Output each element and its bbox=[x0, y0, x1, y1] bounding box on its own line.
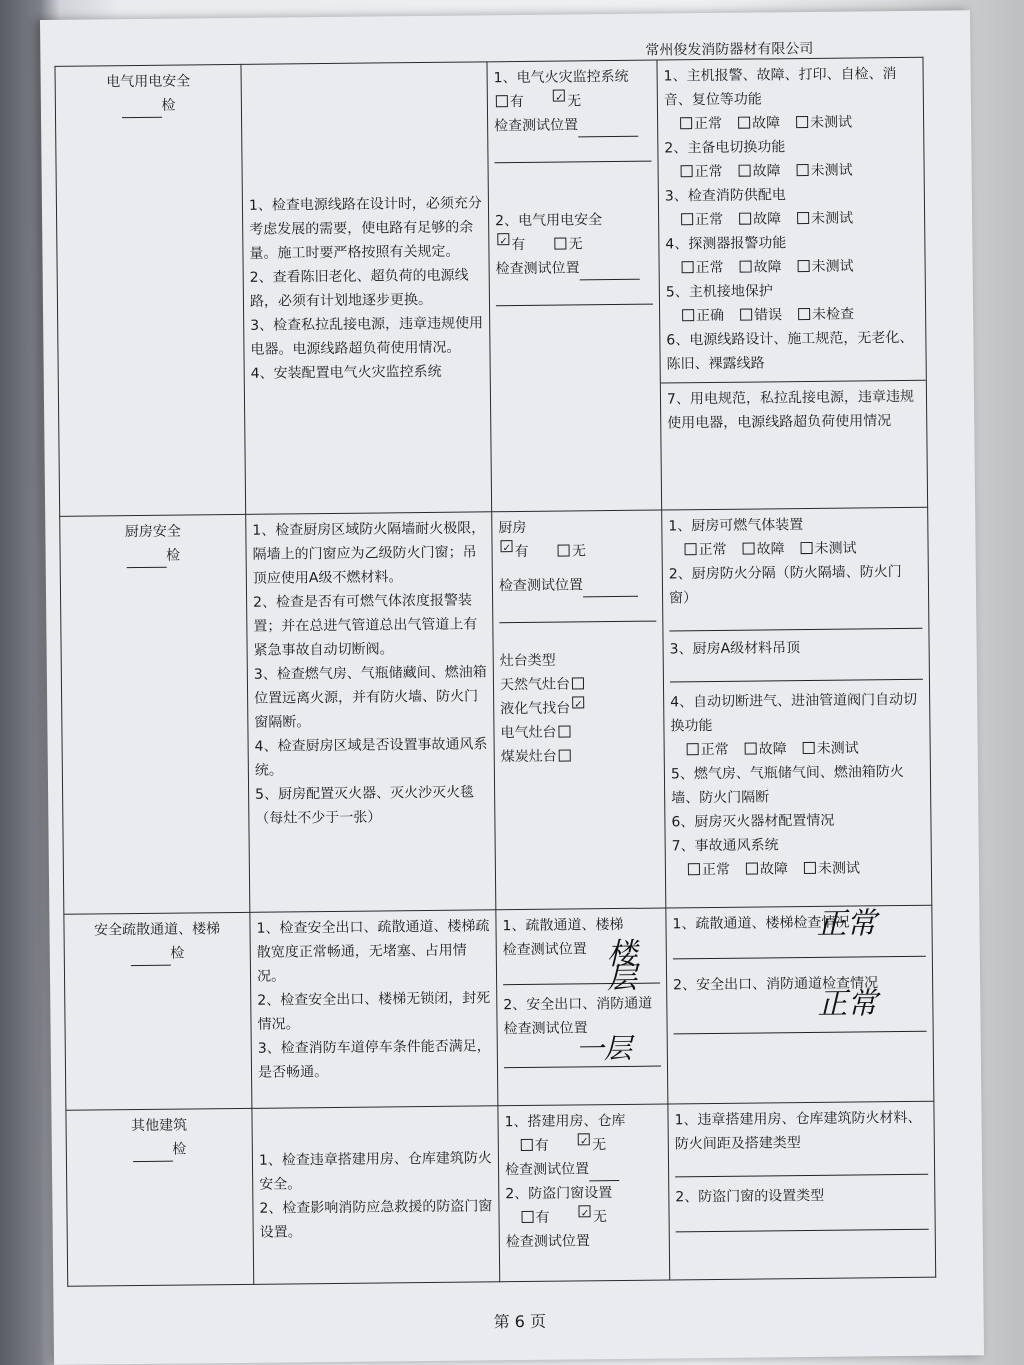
option-label: 正常 bbox=[701, 861, 731, 879]
option-label: 有 bbox=[514, 543, 529, 561]
category-cell bbox=[66, 1108, 254, 1286]
stove-type: 煤炭灶台 bbox=[500, 748, 557, 766]
fill-line[interactable] bbox=[494, 143, 651, 164]
results-cell bbox=[662, 507, 932, 908]
checkbox[interactable] bbox=[685, 543, 697, 555]
option-label: 未检查 bbox=[812, 306, 855, 323]
requirement-item: 4、安装配置电气火灾监控系统 bbox=[250, 363, 442, 382]
location-label: 检查测试位置 bbox=[494, 117, 579, 135]
inspection-table bbox=[54, 57, 936, 1287]
option-label: 无 bbox=[567, 93, 582, 110]
category-label: 安全疏散通道、楼梯 bbox=[93, 921, 221, 939]
checkbox[interactable] bbox=[496, 95, 508, 107]
location-label: 检查测试位置 bbox=[495, 260, 580, 278]
category-cell bbox=[55, 64, 246, 516]
option-label: 故障 bbox=[752, 115, 781, 132]
handwritten-location: 一层 bbox=[575, 1031, 632, 1066]
option-label: 未测试 bbox=[811, 258, 854, 275]
requirement-item: 1、检查电源线路在设计时，必须充分考虑发展的需要，使电路有足够的余量。施工时要严格按照有关规定。 bbox=[248, 194, 482, 262]
option-label: 未测试 bbox=[810, 114, 853, 131]
checkbox[interactable] bbox=[745, 743, 757, 755]
checkbox[interactable] bbox=[739, 213, 751, 225]
check-label: 检 bbox=[161, 97, 176, 114]
requirement-item: 2、检查是否有可燃气体浓度报警装置；并在总进气管道总出气管道上有紧急事故自动切断阀。 bbox=[253, 592, 478, 659]
option-label: 未测试 bbox=[810, 162, 853, 179]
checkbox[interactable] bbox=[555, 237, 567, 249]
option-label: 正常 bbox=[698, 541, 727, 559]
requirement-item: 1、检查厨房区域防火隔墙耐火极限，隔墙上的门窗应为乙级防火门窗；吊顶应使用A级不燃材料。 bbox=[252, 520, 486, 587]
result-item: 2、主备电切换功能 bbox=[664, 139, 786, 157]
checkbox[interactable] bbox=[500, 540, 512, 552]
location-label: 检查测试位置 bbox=[498, 577, 584, 595]
location-label: 检查测试位置 bbox=[505, 1233, 590, 1251]
category-label: 电气用电安全 bbox=[106, 73, 191, 91]
checkbox[interactable] bbox=[682, 309, 694, 321]
result-item: 1、主机报警、故障、打印、自检、消音、复位等功能 bbox=[663, 66, 897, 109]
fill-line[interactable] bbox=[673, 938, 926, 960]
checkbox[interactable] bbox=[798, 308, 810, 320]
checkbox[interactable] bbox=[681, 213, 693, 225]
option-label: 无 bbox=[592, 1209, 608, 1226]
option-label: 错误 bbox=[754, 307, 783, 324]
inspector-blank[interactable] bbox=[126, 553, 166, 568]
option-label: 正确 bbox=[696, 307, 725, 325]
stove-type: 天然气灶台 bbox=[499, 676, 571, 694]
handwritten-result: 正常 bbox=[816, 906, 877, 942]
checkbox[interactable] bbox=[740, 261, 752, 273]
divider bbox=[661, 380, 926, 384]
result-item: 4、探测器报警功能 bbox=[665, 235, 787, 253]
checkbox[interactable] bbox=[743, 543, 755, 555]
requirement-item: 2、检查影响消防应急救援的防盗门窗设置。 bbox=[259, 1197, 493, 1241]
checkbox[interactable] bbox=[798, 260, 810, 272]
checkbox[interactable] bbox=[803, 742, 815, 754]
test-item-title: 1、搭建用房、仓库 bbox=[504, 1112, 626, 1131]
page-number: 第 6 页 bbox=[493, 1311, 547, 1332]
requirement-item: 4、检查厨房区域是否设置事故通风系统。 bbox=[254, 736, 488, 779]
fill-line[interactable] bbox=[669, 610, 922, 632]
checkbox[interactable] bbox=[746, 863, 758, 875]
option-label: 无 bbox=[568, 236, 583, 253]
inspector-blank[interactable] bbox=[130, 951, 170, 966]
checkbox[interactable] bbox=[688, 863, 700, 875]
location-label: 检查测试位置 bbox=[504, 1161, 590, 1179]
stove-type: 电气灶台 bbox=[500, 724, 557, 742]
checkbox[interactable] bbox=[579, 1205, 591, 1217]
check-label: 检 bbox=[170, 945, 185, 962]
result-item: 6、电源线路设计、施工规范，无老化、陈旧、裸露线路 bbox=[666, 329, 914, 373]
result-item: 2、安全出口、消防通道检查情况 bbox=[673, 975, 879, 994]
test-item-title: 1、疏散通道、楼梯 bbox=[502, 916, 624, 935]
inspector-blank[interactable] bbox=[132, 1147, 172, 1162]
option-label: 正常 bbox=[695, 259, 724, 277]
option-label: 有 bbox=[511, 236, 526, 254]
category-label: 其他建筑 bbox=[131, 1117, 188, 1135]
checkbox[interactable] bbox=[572, 677, 584, 689]
test-cell bbox=[487, 60, 662, 512]
option-label: 故障 bbox=[756, 541, 785, 558]
location-input[interactable] bbox=[580, 265, 640, 281]
category-cell bbox=[64, 912, 252, 1110]
results-cell bbox=[668, 1101, 936, 1280]
fill-line[interactable] bbox=[496, 286, 653, 307]
requirement-item: 2、检查安全出口、楼梯无锁闭，封死情况。 bbox=[257, 990, 491, 1033]
test-item-title: 厨房 bbox=[498, 519, 527, 537]
result-item: 1、疏散通道、楼梯检查情况 bbox=[672, 914, 850, 933]
requirement-item: 5、厨房配置灭火器、灭火沙灭火毯（每灶不少于一张） bbox=[255, 784, 475, 827]
test-cell bbox=[496, 908, 668, 1106]
fill-line[interactable] bbox=[499, 603, 656, 624]
checkbox[interactable] bbox=[497, 233, 509, 245]
fill-line[interactable] bbox=[675, 1156, 928, 1178]
section-kitchen bbox=[60, 507, 932, 914]
result-item: 2、防盗门窗的设置类型 bbox=[675, 1187, 825, 1206]
test-item-title: 2、电气用电安全 bbox=[495, 212, 603, 230]
fill-line[interactable] bbox=[670, 661, 923, 683]
checkbox[interactable] bbox=[740, 309, 752, 321]
option-label: 故障 bbox=[753, 259, 782, 276]
checkbox[interactable] bbox=[804, 862, 816, 874]
test-cell bbox=[498, 1104, 670, 1282]
results-cell bbox=[666, 905, 934, 1104]
test-item-title: 1、电气火灾监控系统 bbox=[493, 68, 629, 87]
section-electrical bbox=[55, 57, 928, 516]
checkbox[interactable] bbox=[680, 117, 692, 129]
requirements-cell bbox=[241, 62, 492, 515]
form-page bbox=[40, 10, 984, 1365]
checkbox[interactable] bbox=[682, 261, 694, 273]
checkbox[interactable] bbox=[738, 117, 750, 129]
check-label: 检 bbox=[166, 547, 181, 564]
result-item: 5、主机接地保护 bbox=[665, 283, 773, 301]
result-item: 6、厨房灭火器材配置情况 bbox=[671, 812, 835, 831]
option-label: 未测试 bbox=[817, 860, 861, 877]
result-item: 7、用电规范，私拉乱接电源，违章违规使用电器，电源线路超负荷使用情况 bbox=[666, 388, 914, 432]
stove-type: 液化气找台 bbox=[500, 700, 571, 718]
section-evacuation bbox=[64, 905, 934, 1110]
option-label: 故障 bbox=[759, 861, 789, 878]
checkbox[interactable] bbox=[578, 1133, 590, 1145]
checkbox[interactable] bbox=[521, 1211, 533, 1223]
result-item: 5、燃气房、气瓶储气间、燃油箱防火墙、防火门隔断 bbox=[670, 763, 904, 807]
checkbox[interactable] bbox=[558, 725, 570, 737]
result-item: 3、厨房A级材料吊顶 bbox=[669, 640, 801, 658]
inspector-blank[interactable] bbox=[121, 103, 161, 118]
checkbox[interactable] bbox=[801, 542, 813, 554]
handwritten-location: 楼层 bbox=[606, 936, 638, 997]
option-label: 正常 bbox=[700, 741, 729, 759]
checkbox[interactable] bbox=[572, 696, 584, 708]
handwritten-result: 正常 bbox=[817, 986, 878, 1022]
requirement-item: 1、检查安全出口、疏散通道、楼梯疏散宽度正常畅通，无堵塞、占用情况。 bbox=[256, 918, 490, 985]
test-item-title: 2、防盗门窗设置 bbox=[505, 1185, 613, 1203]
requirements-cell bbox=[252, 1106, 500, 1285]
stove-type-title: 灶台类型 bbox=[499, 652, 556, 670]
results-cell bbox=[657, 57, 928, 510]
requirements-cell bbox=[246, 512, 496, 913]
result-item: 4、自动切断进气、进油管道阀门自动切换功能 bbox=[670, 691, 918, 735]
checkbox[interactable] bbox=[558, 544, 570, 556]
check-label: 检 bbox=[172, 1141, 187, 1158]
checkbox[interactable] bbox=[797, 212, 809, 224]
checkbox[interactable] bbox=[521, 1139, 533, 1151]
requirement-item: 1、检查违章搭建用房、仓库建筑防火安全。 bbox=[258, 1149, 492, 1193]
option-label: 正常 bbox=[694, 115, 723, 133]
option-label: 有 bbox=[509, 93, 524, 111]
option-label: 未测试 bbox=[811, 210, 854, 227]
checkbox[interactable] bbox=[687, 743, 699, 755]
test-item-title: 2、安全出口、消防通道检查测试位置 bbox=[503, 995, 653, 1038]
fill-line[interactable] bbox=[676, 1211, 929, 1233]
checkbox[interactable] bbox=[559, 749, 571, 761]
test-cell bbox=[492, 510, 666, 910]
location-label: 检查测试位置 bbox=[502, 941, 587, 959]
category-label: 厨房安全 bbox=[124, 523, 181, 541]
result-item: 1、厨房可燃气体装置 bbox=[668, 517, 804, 535]
checkbox[interactable] bbox=[796, 116, 808, 128]
result-item: 3、检查消防供配电 bbox=[664, 187, 786, 205]
option-label: 有 bbox=[535, 1209, 550, 1226]
option-label: 无 bbox=[592, 1137, 607, 1154]
option-label: 未测试 bbox=[816, 740, 859, 757]
location-input[interactable] bbox=[589, 1166, 619, 1181]
location-input[interactable] bbox=[578, 122, 638, 138]
requirement-item: 3、检查私拉乱接电源，违章违规使用电器。电源线路超负荷使用情况。 bbox=[250, 314, 484, 358]
company-header: 常州俊发消防器材有限公司 bbox=[645, 40, 814, 59]
option-label: 正常 bbox=[695, 211, 724, 229]
category-cell bbox=[60, 514, 250, 914]
option-label: 无 bbox=[571, 543, 587, 560]
result-item: 2、厨房防火分隔（防火隔墙、防火门窗） bbox=[668, 564, 902, 607]
requirement-item: 3、检查燃气房、气瓶储藏间、燃油箱位置远离火源，并有防火墙、防火门窗隔断。 bbox=[253, 664, 487, 731]
option-label: 有 bbox=[534, 1137, 549, 1154]
requirement-item: 3、检查消防车道停车条件能否满足，是否畅通。 bbox=[257, 1038, 491, 1081]
option-label: 正常 bbox=[694, 163, 723, 181]
checkbox[interactable] bbox=[739, 165, 751, 177]
checkbox[interactable] bbox=[681, 165, 693, 177]
section-other-buildings bbox=[66, 1101, 936, 1286]
location-input[interactable] bbox=[583, 582, 638, 598]
option-label: 故障 bbox=[758, 741, 787, 758]
checkbox[interactable] bbox=[797, 164, 809, 176]
requirements-cell bbox=[250, 910, 498, 1109]
fill-line[interactable] bbox=[673, 1013, 926, 1035]
option-label: 故障 bbox=[753, 211, 782, 228]
option-label: 未测试 bbox=[814, 540, 857, 557]
result-item: 7、事故通风系统 bbox=[671, 837, 779, 855]
result-item: 1、违章搭建用房、仓库建筑防火材料、防火间距及搭建类型 bbox=[674, 1109, 922, 1153]
option-label: 故障 bbox=[752, 163, 781, 180]
checkbox[interactable] bbox=[553, 90, 565, 102]
requirement-item: 2、查看陈旧老化、超负荷的电源线路，必须有计划地逐步更换。 bbox=[249, 267, 469, 310]
